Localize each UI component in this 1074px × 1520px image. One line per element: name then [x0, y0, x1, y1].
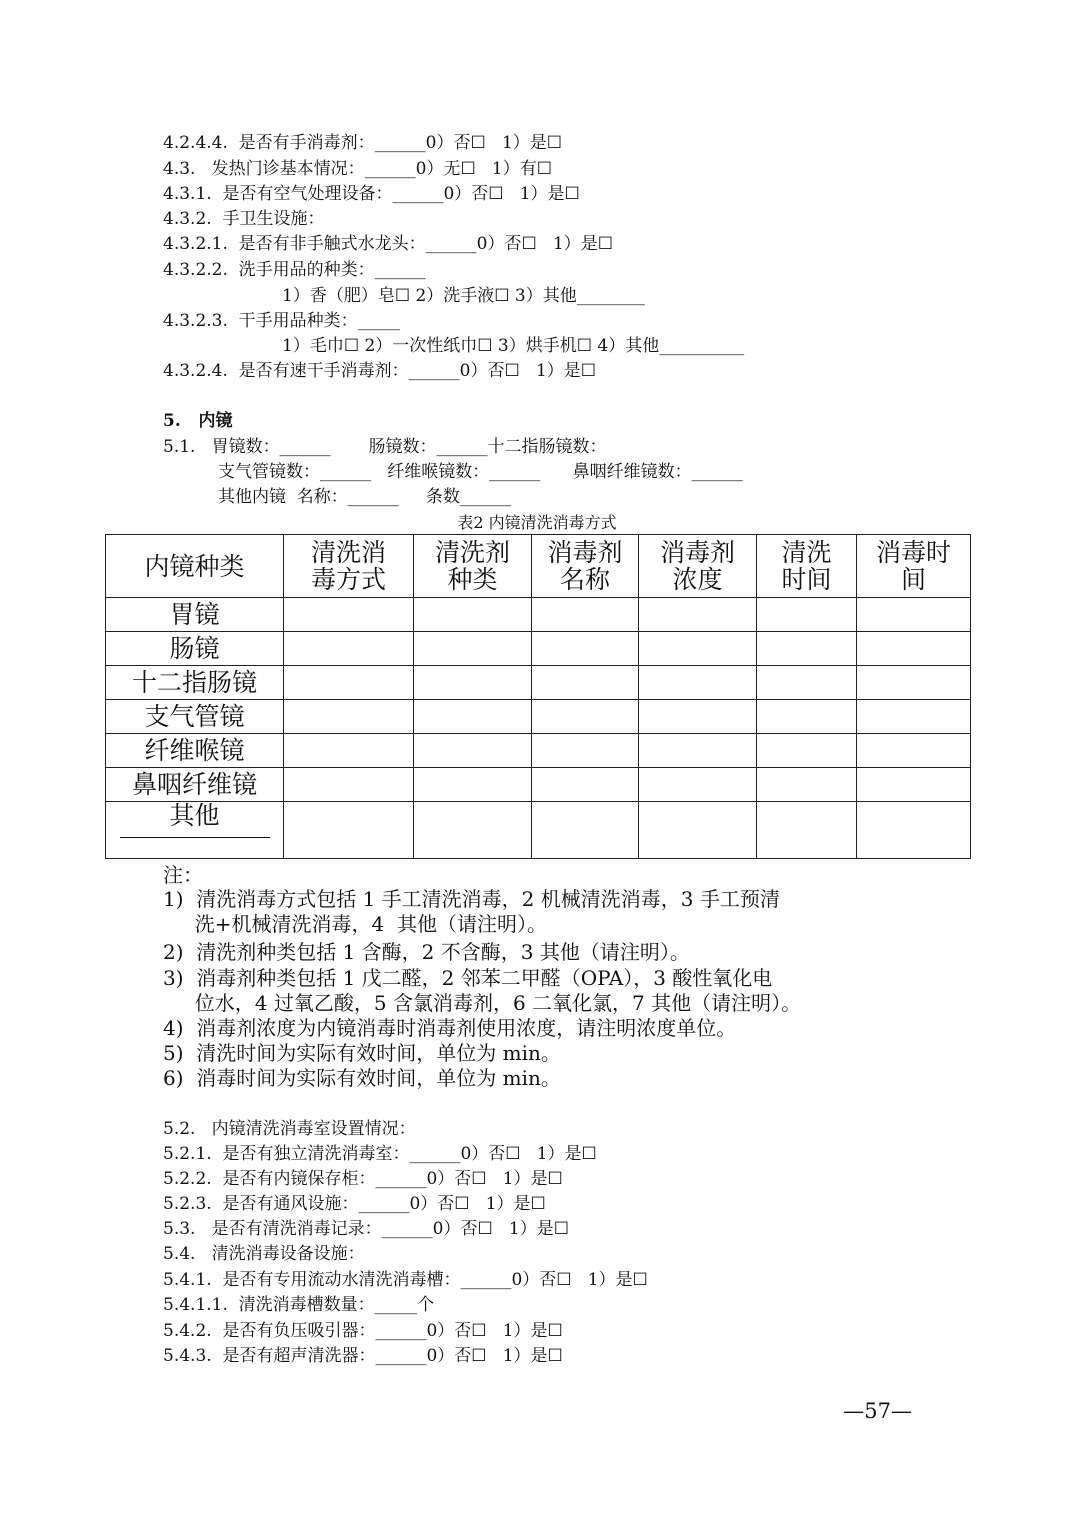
line-4-3-2-4: 4.3.2.4. 是否有速干手消毒剂：______0）否☐ 1）是☐ [163, 361, 597, 381]
table-caption: 表2 内镜清洗消毒方式 [457, 513, 617, 532]
notes-label: 注： [163, 863, 203, 887]
table-header-row [106, 535, 971, 598]
cell[interactable] [639, 802, 757, 859]
table-row [106, 768, 971, 802]
row-label: 其他 [169, 801, 220, 830]
table-row [106, 802, 971, 859]
line-4-2-4-4: 4.2.4.4. 是否有手消毒剂：______0）否☐ 1）是☐ [163, 133, 563, 153]
line-5-2-2: 5.2.2. 是否有内镜保存柜：______0）否☐ 1）是☐ [163, 1169, 563, 1189]
cell[interactable] [532, 632, 639, 666]
line-5-1-b: 支气管镜数：______ 纤维喉镜数：______ 鼻咽纤维镜数：______ [218, 462, 743, 482]
table-row [106, 700, 971, 734]
row-label: 十二指肠镜 [106, 666, 284, 700]
other-name-blank[interactable] [120, 837, 270, 838]
header-disinfectant-name: 消毒剂 名称 [532, 535, 639, 598]
cell[interactable] [532, 768, 639, 802]
header-method: 清洗消 毒方式 [284, 535, 414, 598]
line-5-2-1: 5.2.1. 是否有独立清洗消毒室：______0）否☐ 1）是☐ [163, 1144, 597, 1164]
section-5-heading: 5. 内镜 [163, 411, 233, 431]
note-line: 位水，4 过氧乙酸，5 含氯消毒剂，6 二氧化氯，7 其他（请注明）。 [163, 991, 802, 1015]
row-label: 支气管镜 [106, 700, 284, 734]
line-5-2: 5.2. 内镜清洗消毒室设置情况： [163, 1119, 416, 1139]
cell[interactable] [414, 768, 532, 802]
row-label: 鼻咽纤维镜 [106, 768, 284, 802]
cell[interactable] [857, 598, 971, 632]
cell[interactable] [414, 598, 532, 632]
line-5-4-1-1: 5.4.1.1. 清洗消毒槽数量：_____个 [163, 1295, 435, 1315]
line-5-2-3: 5.2.3. 是否有通风设施：______0）否☐ 1）是☐ [163, 1194, 546, 1214]
cell[interactable] [857, 802, 971, 859]
note-line: 3) 消毒剂种类包括 1 戊二醛，2 邻苯二甲醛（OPA），3 酸性氧化电 [163, 966, 773, 990]
cell[interactable] [757, 802, 857, 859]
line-4-3: 4.3. 发热门诊基本情况：______0）无☐ 1）有☐ [163, 159, 552, 179]
cell[interactable] [757, 632, 857, 666]
cell[interactable] [639, 598, 757, 632]
header-disinfect-time: 消毒时 间 [857, 535, 971, 598]
cell[interactable] [532, 666, 639, 700]
line-4-3-2-3: 4.3.2.3. 干手用品种类：_____ [163, 311, 401, 331]
cell[interactable] [857, 768, 971, 802]
line-5-4-3: 5.4.3. 是否有超声清洗器：______0）否☐ 1）是☐ [163, 1346, 563, 1366]
row-label: 纤维喉镜 [106, 734, 284, 768]
cell[interactable] [757, 734, 857, 768]
cell[interactable] [532, 700, 639, 734]
table-row [106, 632, 971, 666]
cell[interactable] [639, 700, 757, 734]
note-line: 6) 消毒时间为实际有效时间，单位为 min。 [163, 1066, 561, 1090]
note-line: 1) 清洗消毒方式包括 1 手工清洗消毒，2 机械清洗消毒，3 手工预清 [163, 887, 780, 911]
cell[interactable] [857, 666, 971, 700]
cell[interactable] [857, 734, 971, 768]
line-4-3-2-1: 4.3.2.1. 是否有非手触式水龙头：______0）否☐ 1）是☐ [163, 234, 614, 254]
note-line: 5) 清洗时间为实际有效时间，单位为 min。 [163, 1041, 561, 1065]
line-4-3-2-2: 4.3.2.2. 洗手用品的种类：______ [163, 260, 426, 280]
cell[interactable] [414, 632, 532, 666]
line-5-1-c: 其他内镜 名称：______ 条数______ [218, 487, 511, 507]
header-clean-time: 清洗 时间 [757, 535, 857, 598]
cell[interactable] [414, 734, 532, 768]
cell[interactable] [532, 802, 639, 859]
header-cleaner: 清洗剂 种类 [414, 535, 532, 598]
cell[interactable] [284, 802, 414, 859]
cell[interactable] [284, 632, 414, 666]
line-5-4-1: 5.4.1. 是否有专用流动水清洗消毒槽：______0）否☐ 1）是☐ [163, 1270, 648, 1290]
row-label: 胃镜 [106, 598, 284, 632]
table-row [106, 666, 971, 700]
row-label-other [106, 802, 284, 859]
cell[interactable] [414, 802, 532, 859]
row-label: 肠镜 [106, 632, 284, 666]
line-soap-options: 1）香（肥）皂☐ 2）洗手液☐ 3）其他________ [282, 286, 645, 306]
cell[interactable] [284, 734, 414, 768]
cell[interactable] [639, 666, 757, 700]
line-5-3: 5.3. 是否有清洗消毒记录：______0）否☐ 1）是☐ [163, 1219, 569, 1239]
line-dry-options: 1）毛巾☐ 2）一次性纸巾☐ 3）烘手机☐ 4）其他__________ [282, 336, 745, 356]
table-row [106, 598, 971, 632]
cell[interactable] [284, 768, 414, 802]
cell[interactable] [284, 700, 414, 734]
line-4-3-1: 4.3.1. 是否有空气处理设备：______0）否☐ 1）是☐ [163, 184, 580, 204]
cell[interactable] [639, 632, 757, 666]
cell[interactable] [757, 666, 857, 700]
cell[interactable] [414, 700, 532, 734]
table-row [106, 734, 971, 768]
cell[interactable] [857, 700, 971, 734]
note-line: 洗+机械清洗消毒，4 其他（请注明）。 [163, 912, 547, 936]
header-type: 内镜种类 [106, 535, 284, 598]
cell[interactable] [284, 598, 414, 632]
endoscope-table [105, 534, 971, 859]
line-5-1: 5.1. 胃镜数：______ 肠镜数：______十二指肠镜数： [163, 437, 607, 457]
page-number: —57— [843, 1399, 912, 1423]
cell[interactable] [757, 768, 857, 802]
cell[interactable] [639, 734, 757, 768]
note-line: 4) 消毒剂浓度为内镜消毒时消毒剂使用浓度，请注明浓度单位。 [163, 1016, 737, 1040]
cell[interactable] [757, 700, 857, 734]
cell[interactable] [284, 666, 414, 700]
cell[interactable] [414, 666, 532, 700]
line-5-4-2: 5.4.2. 是否有负压吸引器：______0）否☐ 1）是☐ [163, 1321, 563, 1341]
line-5-4: 5.4. 清洗消毒设备设施： [163, 1244, 365, 1264]
cell[interactable] [857, 632, 971, 666]
cell[interactable] [532, 734, 639, 768]
header-concentration: 消毒剂 浓度 [639, 535, 757, 598]
line-4-3-2: 4.3.2. 手卫生设施： [163, 209, 325, 229]
note-line: 2) 清洗剂种类包括 1 含酶，2 不含酶，3 其他（请注明）。 [163, 940, 690, 964]
cell[interactable] [639, 768, 757, 802]
cell[interactable] [757, 598, 857, 632]
cell[interactable] [532, 598, 639, 632]
